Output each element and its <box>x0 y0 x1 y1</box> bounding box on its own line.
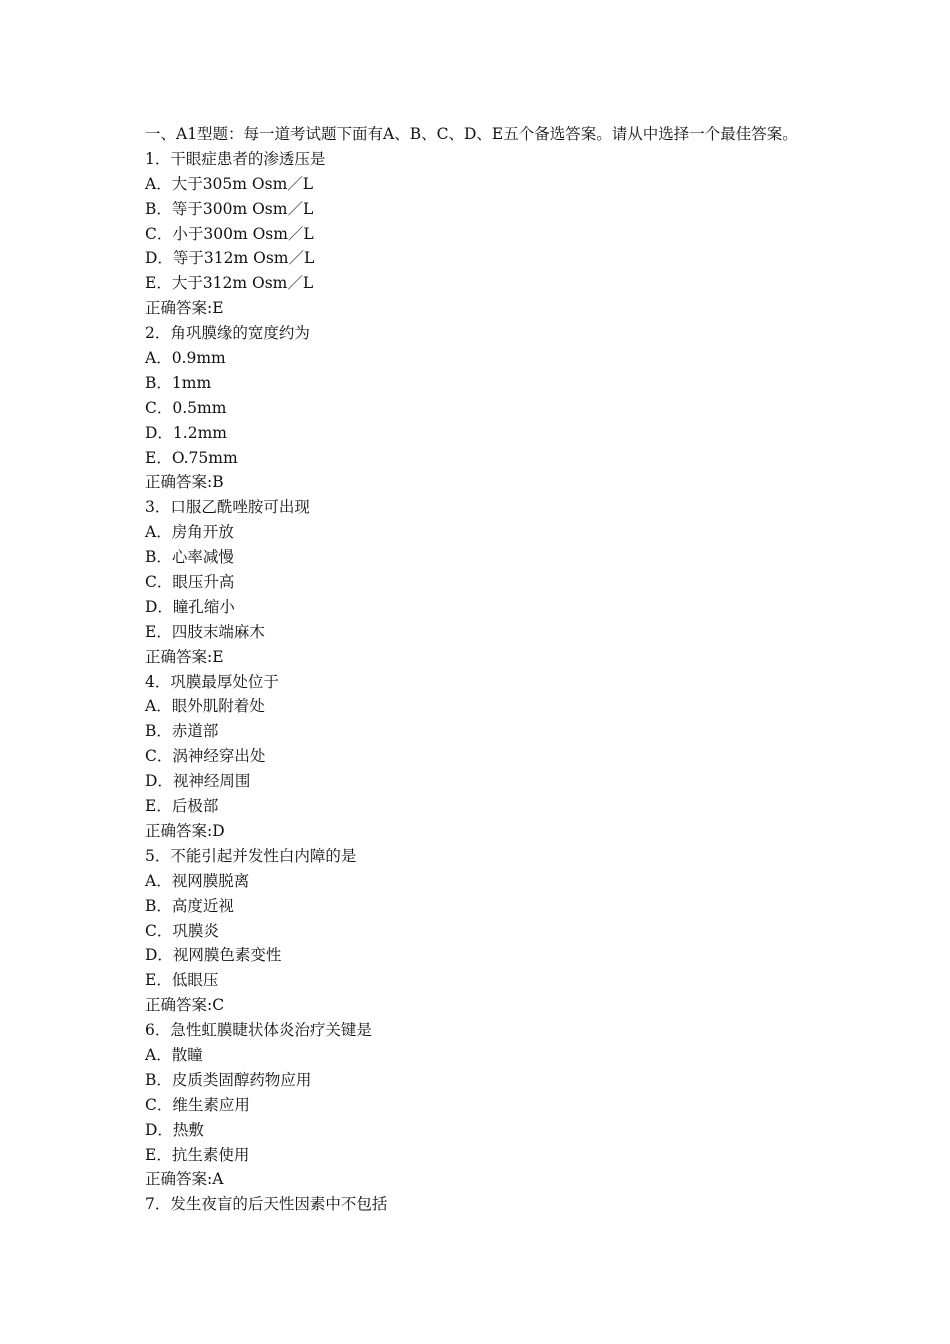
option-b: B．皮质类固醇药物应用 <box>145 1070 312 1089</box>
option-d: D．瞳孔缩小 <box>145 597 235 616</box>
option-b: B．等于300m Osm／L <box>145 199 314 218</box>
option-d: D．视神经周围 <box>145 772 251 791</box>
question-stem: 3．口服乙酰唑胺可出现 <box>145 498 310 517</box>
question-7 <box>145 1192 845 1217</box>
option-a: A．散瞳 <box>145 1045 203 1064</box>
correct-answer: 正确答案:D <box>145 821 225 840</box>
option-d: D．热敷 <box>145 1120 204 1139</box>
option-b: B．高度近视 <box>145 896 234 915</box>
option-b: B．心率减慢 <box>145 548 234 567</box>
question-stem: 4．巩膜最厚处位于 <box>145 672 279 691</box>
option-e: E．O.75mm <box>145 448 238 467</box>
option-c: C．小于300m Osm／L <box>145 224 314 243</box>
question-stem: 7．发生夜盲的后天性因素中不包括 <box>145 1195 388 1214</box>
question-3 <box>145 495 845 669</box>
option-a: A．视网膜脱离 <box>145 871 250 890</box>
question-2 <box>145 321 845 495</box>
correct-answer: 正确答案:E <box>145 299 224 318</box>
correct-answer: 正确答案:A <box>145 1170 224 1189</box>
option-e: E．后极部 <box>145 797 219 816</box>
question-stem: 6．急性虹膜睫状体炎治疗关键是 <box>145 1021 372 1040</box>
option-e: E．四肢末端麻木 <box>145 622 265 641</box>
option-a: A．0.9mm <box>145 349 226 368</box>
option-b: B．赤道部 <box>145 722 219 741</box>
question-stem: 2．角巩膜缘的宽度约为 <box>145 324 310 343</box>
option-d: D．等于312m Osm／L <box>145 249 315 268</box>
option-c: C．巩膜炎 <box>145 921 219 940</box>
document-body <box>145 122 845 1217</box>
question-stem: 1．干眼症患者的渗透压是 <box>145 149 326 168</box>
option-b: B．1mm <box>145 373 212 392</box>
correct-answer: 正确答案:C <box>145 996 225 1015</box>
option-e: E．抗生素使用 <box>145 1145 250 1164</box>
option-c: C．眼压升高 <box>145 573 235 592</box>
option-c: C．0.5mm <box>145 398 227 417</box>
option-a: A．眼外肌附着处 <box>145 697 265 716</box>
option-a: A．大于305m Osm／L <box>145 174 314 193</box>
option-e: E．大于312m Osm／L <box>145 274 314 293</box>
option-c: C．维生素应用 <box>145 1095 250 1114</box>
option-d: D．视网膜色素变性 <box>145 946 282 965</box>
option-a: A．房角开放 <box>145 523 234 542</box>
question-5 <box>145 844 845 1018</box>
question-6 <box>145 1018 845 1192</box>
correct-answer: 正确答案:B <box>145 473 224 492</box>
option-c: C．涡神经穿出处 <box>145 747 266 766</box>
section-header: 一、A1型题：每一道考试题下面有A、B、C、D、E五个备选答案。请从中选择一个最佳答案。 <box>145 125 798 143</box>
question-stem: 5．不能引起并发性白内障的是 <box>145 846 357 865</box>
option-e: E．低眼压 <box>145 971 219 990</box>
option-d: D．1.2mm <box>145 423 227 442</box>
question-4 <box>145 670 845 844</box>
correct-answer: 正确答案:E <box>145 647 224 666</box>
question-1 <box>145 147 845 321</box>
